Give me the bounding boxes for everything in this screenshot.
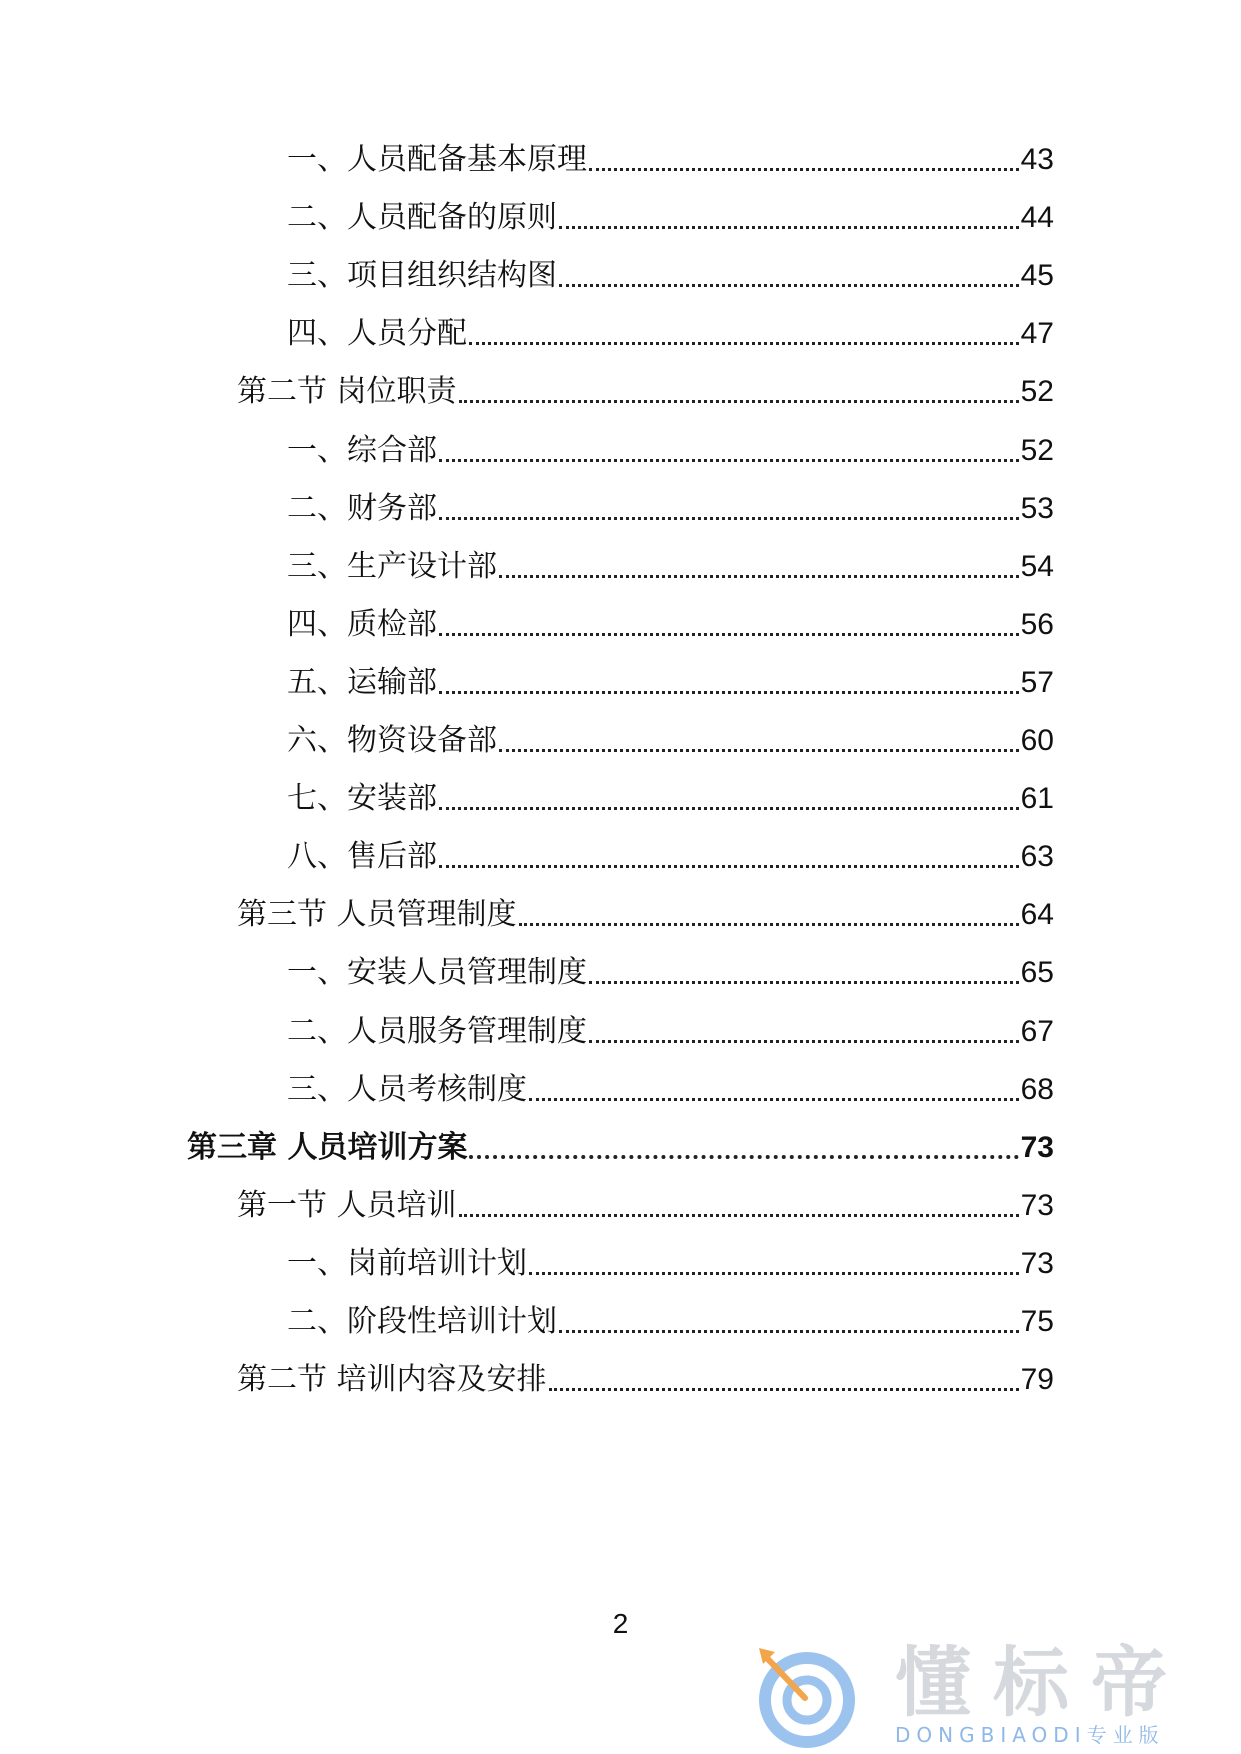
toc-entry-title: 一、人员配备基本原理: [287, 142, 587, 177]
toc-entry-title: 第三节 人员管理制度: [237, 897, 517, 932]
toc-entry[interactable]: [237, 372, 1054, 412]
watermark: [745, 1638, 1215, 1748]
toc-entry-page: 45: [1020, 259, 1054, 292]
toc-entry-title: 八、售后部: [287, 839, 437, 874]
toc-entry[interactable]: [287, 1070, 1054, 1110]
toc-entry-page: 56: [1020, 608, 1054, 641]
toc-entry-page: 68: [1020, 1073, 1054, 1106]
toc-entry-page: 43: [1020, 143, 1054, 176]
toc-dot-leader: [439, 807, 1019, 810]
toc-entry[interactable]: [287, 431, 1054, 471]
toc-entry-title: 七、安装部: [287, 781, 437, 816]
page-number: 2: [612, 1608, 629, 1639]
toc-entry-page: 63: [1020, 840, 1054, 873]
toc-dot-leader: [439, 459, 1019, 462]
toc-dot-leader: [559, 284, 1019, 287]
toc-entry-title: 第二节 岗位职责: [237, 374, 457, 409]
toc-entry-title: 四、质检部: [287, 607, 437, 642]
toc-entry[interactable]: [287, 314, 1054, 354]
toc-dot-leader: [529, 1098, 1019, 1101]
toc-entry[interactable]: [287, 489, 1054, 529]
toc-entry[interactable]: [237, 895, 1054, 935]
toc-entry-page: 65: [1020, 956, 1054, 989]
toc-entry-title: 二、人员服务管理制度: [287, 1014, 587, 1049]
toc-entry-title: 一、安装人员管理制度: [287, 955, 587, 990]
toc-entry-title: 第二节 培训内容及安排: [237, 1362, 547, 1397]
toc-dot-leader: [469, 342, 1019, 345]
toc-entry-title: 二、阶段性培训计划: [287, 1304, 557, 1339]
toc-dot-leader: [439, 517, 1019, 520]
target-arrow-icon: [745, 1638, 865, 1748]
toc-entry-title: 五、运输部: [287, 665, 437, 700]
toc-dot-leader: [529, 1272, 1019, 1275]
toc-entry[interactable]: [237, 1360, 1054, 1400]
toc-entry-title: 二、财务部: [287, 491, 437, 526]
toc-dot-leader: [589, 1040, 1019, 1043]
toc-entry[interactable]: [287, 140, 1054, 180]
toc-entry[interactable]: [287, 1244, 1054, 1284]
toc-entry-page: 53: [1020, 492, 1054, 525]
toc-entry[interactable]: [287, 605, 1054, 645]
toc-dot-leader: [589, 168, 1019, 171]
toc-entry[interactable]: [187, 1128, 1054, 1168]
toc-dot-leader: [439, 633, 1019, 636]
toc-entry-page: 61: [1020, 782, 1054, 815]
toc-dot-leader: [499, 575, 1019, 578]
toc-entry-title: 一、综合部: [287, 433, 437, 468]
toc-entry-title: 三、项目组织结构图: [287, 258, 557, 293]
toc-dot-leader: [439, 865, 1019, 868]
toc-dot-leader: [459, 400, 1019, 403]
toc-entry-page: 60: [1020, 724, 1054, 757]
watermark-brand-name: 懂标帝: [895, 1638, 1189, 1727]
toc-dot-leader: [589, 981, 1019, 984]
toc-entry-page: 75: [1020, 1305, 1054, 1338]
toc-dot-leader: [549, 1388, 1019, 1391]
toc-dot-leader: [469, 1155, 1018, 1159]
toc-entry-page: 52: [1020, 375, 1054, 408]
toc-entry-title: 二、人员配备的原则: [287, 200, 557, 235]
toc-entry[interactable]: [287, 256, 1054, 296]
toc-entry[interactable]: [287, 198, 1054, 238]
toc-dot-leader: [559, 226, 1019, 229]
toc-entry-page: 79: [1020, 1363, 1054, 1396]
toc-entry-title: 三、生产设计部: [287, 549, 497, 584]
toc-entry[interactable]: [287, 779, 1054, 819]
toc-entry[interactable]: [287, 663, 1054, 703]
toc-entry[interactable]: [287, 837, 1054, 877]
toc-entry-page: 54: [1020, 550, 1054, 583]
toc-entry-page: 73: [1020, 1247, 1054, 1280]
toc-entry-page: 57: [1020, 666, 1054, 699]
toc-dot-leader: [439, 691, 1019, 694]
toc-dot-leader: [559, 1330, 1019, 1333]
toc-dot-leader: [459, 1214, 1019, 1217]
toc-entry-page: 67: [1020, 1015, 1054, 1048]
toc-entry-page: 47: [1020, 317, 1054, 350]
toc-entry-title: 三、人员考核制度: [287, 1072, 527, 1107]
toc-entry-title: 四、人员分配: [287, 316, 467, 351]
toc-entry-page: 73: [1020, 1131, 1054, 1164]
toc-entry[interactable]: [287, 953, 1054, 993]
toc-entry-page: 52: [1020, 434, 1054, 467]
toc-dot-leader: [499, 749, 1019, 752]
toc-entry[interactable]: [287, 547, 1054, 587]
toc-entry-title: 六、物资设备部: [287, 723, 497, 758]
toc-entry-title: 第三章 人员培训方案: [187, 1130, 468, 1165]
toc-entry[interactable]: [287, 1012, 1054, 1052]
toc-entry[interactable]: [237, 1186, 1054, 1226]
watermark-subtitle: DONGBIAODI专业版: [895, 1723, 1165, 1747]
toc-entry-page: 64: [1020, 898, 1054, 931]
toc-dot-leader: [519, 923, 1019, 926]
toc-entry-title: 第一节 人员培训: [237, 1188, 457, 1223]
toc-entry[interactable]: [287, 1302, 1054, 1342]
toc-entry-page: 44: [1020, 201, 1054, 234]
toc-entry-title: 一、岗前培训计划: [287, 1246, 527, 1281]
toc-entry[interactable]: [287, 721, 1054, 761]
toc-entry-page: 73: [1020, 1189, 1054, 1222]
